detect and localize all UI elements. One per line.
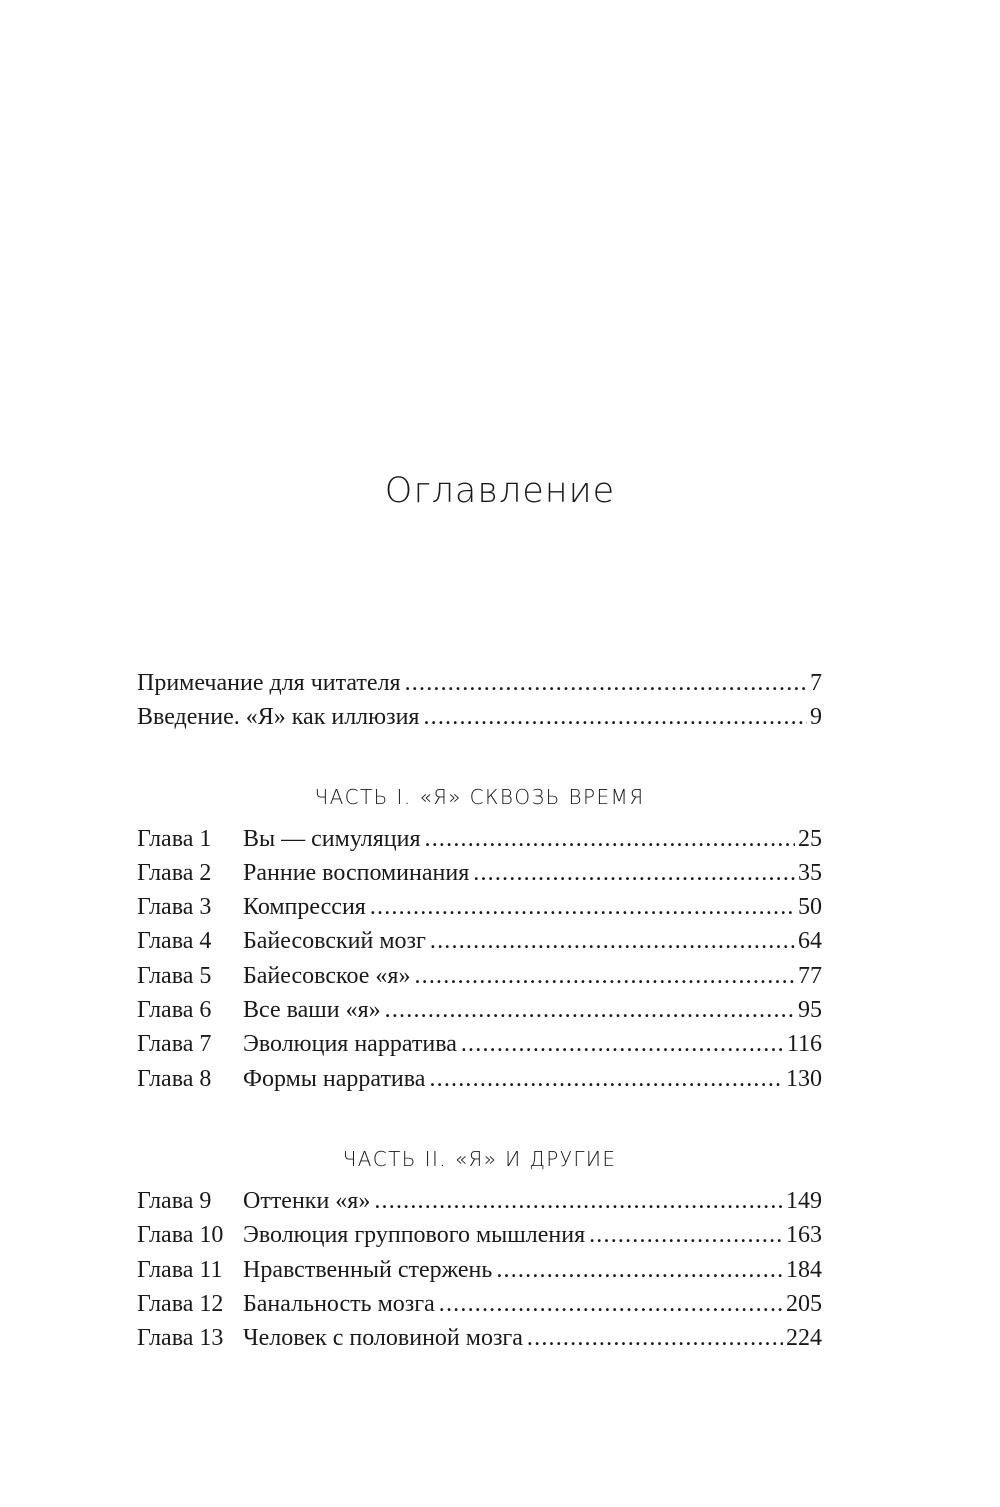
chapter-title: Человек с половиной мозга — [243, 1325, 523, 1352]
chapter-title: Вы — симуляция — [243, 825, 421, 852]
dot-leader — [370, 890, 795, 924]
chapter-label: Глава 12 — [137, 1290, 224, 1317]
chapter-label: Глава 4 — [137, 928, 212, 955]
chapter-label: Глава 6 — [137, 997, 212, 1024]
chapter-label: Глава 3 — [137, 894, 212, 921]
table-of-contents — [137, 666, 822, 1355]
part-1-section — [137, 777, 822, 1096]
toc-entry-chapter-7[interactable] — [137, 1027, 822, 1061]
part-heading: ЧАСТЬ I. «Я» СКВОЗЬ ВРЕМЯ — [314, 784, 645, 809]
chapter-label: Глава 13 — [137, 1325, 224, 1352]
entry-title: Примечание для читателя — [137, 670, 401, 696]
toc-entry-introduction[interactable] — [137, 700, 822, 734]
part-2-section — [137, 1139, 822, 1355]
dot-leader — [425, 822, 795, 856]
chapter-title: Формы нарратива — [243, 1065, 426, 1092]
chapter-title: Байесовский мозг — [243, 928, 426, 955]
page-number: 77 — [798, 962, 822, 989]
chapter-title: Оттенки «я» — [243, 1187, 371, 1214]
dot-leader — [423, 700, 807, 734]
chapter-label: Глава 5 — [137, 962, 212, 989]
part-heading: ЧАСТЬ II. «Я» И ДРУГИЕ — [342, 1146, 617, 1171]
toc-entry-chapter-1[interactable] — [137, 822, 822, 856]
chapter-title: Банальность мозга — [243, 1290, 435, 1317]
page-number: 116 — [786, 1031, 822, 1058]
chapter-label: Глава 10 — [137, 1222, 224, 1249]
page-number: 7 — [810, 670, 822, 696]
toc-entry-chapter-2[interactable] — [137, 856, 822, 890]
toc-entry-chapter-12[interactable] — [137, 1287, 822, 1321]
toc-entry-chapter-8[interactable] — [137, 1062, 822, 1096]
toc-entry-chapter-5[interactable] — [137, 959, 822, 993]
page-number: 205 — [786, 1290, 822, 1317]
page-number: 224 — [786, 1325, 822, 1352]
page-number: 184 — [786, 1256, 822, 1283]
dot-leader — [374, 1184, 783, 1218]
page-number: 35 — [798, 859, 822, 886]
chapter-title: Компрессия — [243, 894, 366, 921]
chapter-label: Глава 2 — [137, 859, 212, 886]
dot-leader — [527, 1321, 783, 1355]
page-number: 50 — [798, 894, 822, 921]
dot-leader — [385, 993, 795, 1027]
chapter-label: Глава 1 — [137, 825, 212, 852]
chapter-label: Глава 11 — [137, 1256, 223, 1283]
page-number: 95 — [798, 997, 822, 1024]
page-number: 149 — [786, 1187, 822, 1214]
toc-entry-chapter-11[interactable] — [137, 1253, 822, 1287]
chapter-label: Глава 9 — [137, 1187, 212, 1214]
page-number: 163 — [786, 1222, 822, 1249]
chapter-title: Ранние воспоминания — [243, 859, 470, 886]
dot-leader — [589, 1218, 783, 1252]
toc-entry-chapter-10[interactable] — [137, 1218, 822, 1252]
chapter-title: Эволюция нарратива — [243, 1031, 457, 1058]
page-number: 64 — [798, 928, 822, 955]
toc-entry-reader-note[interactable] — [137, 666, 822, 700]
chapter-label: Глава 8 — [137, 1065, 212, 1092]
toc-entry-chapter-13[interactable] — [137, 1321, 822, 1355]
chapter-title: Байесовское «я» — [243, 962, 411, 989]
toc-entry-chapter-6[interactable] — [137, 993, 822, 1027]
front-matter-list — [137, 666, 822, 735]
dot-leader — [461, 1027, 784, 1061]
entry-title: Введение. «Я» как иллюзия — [137, 704, 420, 731]
dot-leader — [414, 959, 795, 993]
toc-entry-chapter-9[interactable] — [137, 1184, 822, 1218]
toc-entry-chapter-4[interactable] — [137, 924, 822, 958]
dot-leader — [429, 1062, 783, 1096]
dot-leader — [439, 1287, 783, 1321]
page-number: 130 — [786, 1065, 822, 1092]
page-number: 9 — [810, 704, 822, 731]
page-title: Оглавление — [384, 471, 616, 511]
chapter-title: Нравственный стержень — [243, 1256, 493, 1283]
dot-leader — [405, 666, 807, 700]
toc-entry-chapter-3[interactable] — [137, 890, 822, 924]
chapter-title: Эволюция группового мышления — [243, 1222, 586, 1249]
dot-leader — [430, 924, 795, 958]
chapter-label: Глава 7 — [137, 1031, 212, 1058]
page-number: 25 — [798, 825, 822, 852]
chapter-title: Все ваши «я» — [243, 997, 381, 1024]
dot-leader — [496, 1253, 783, 1287]
dot-leader — [473, 856, 795, 890]
